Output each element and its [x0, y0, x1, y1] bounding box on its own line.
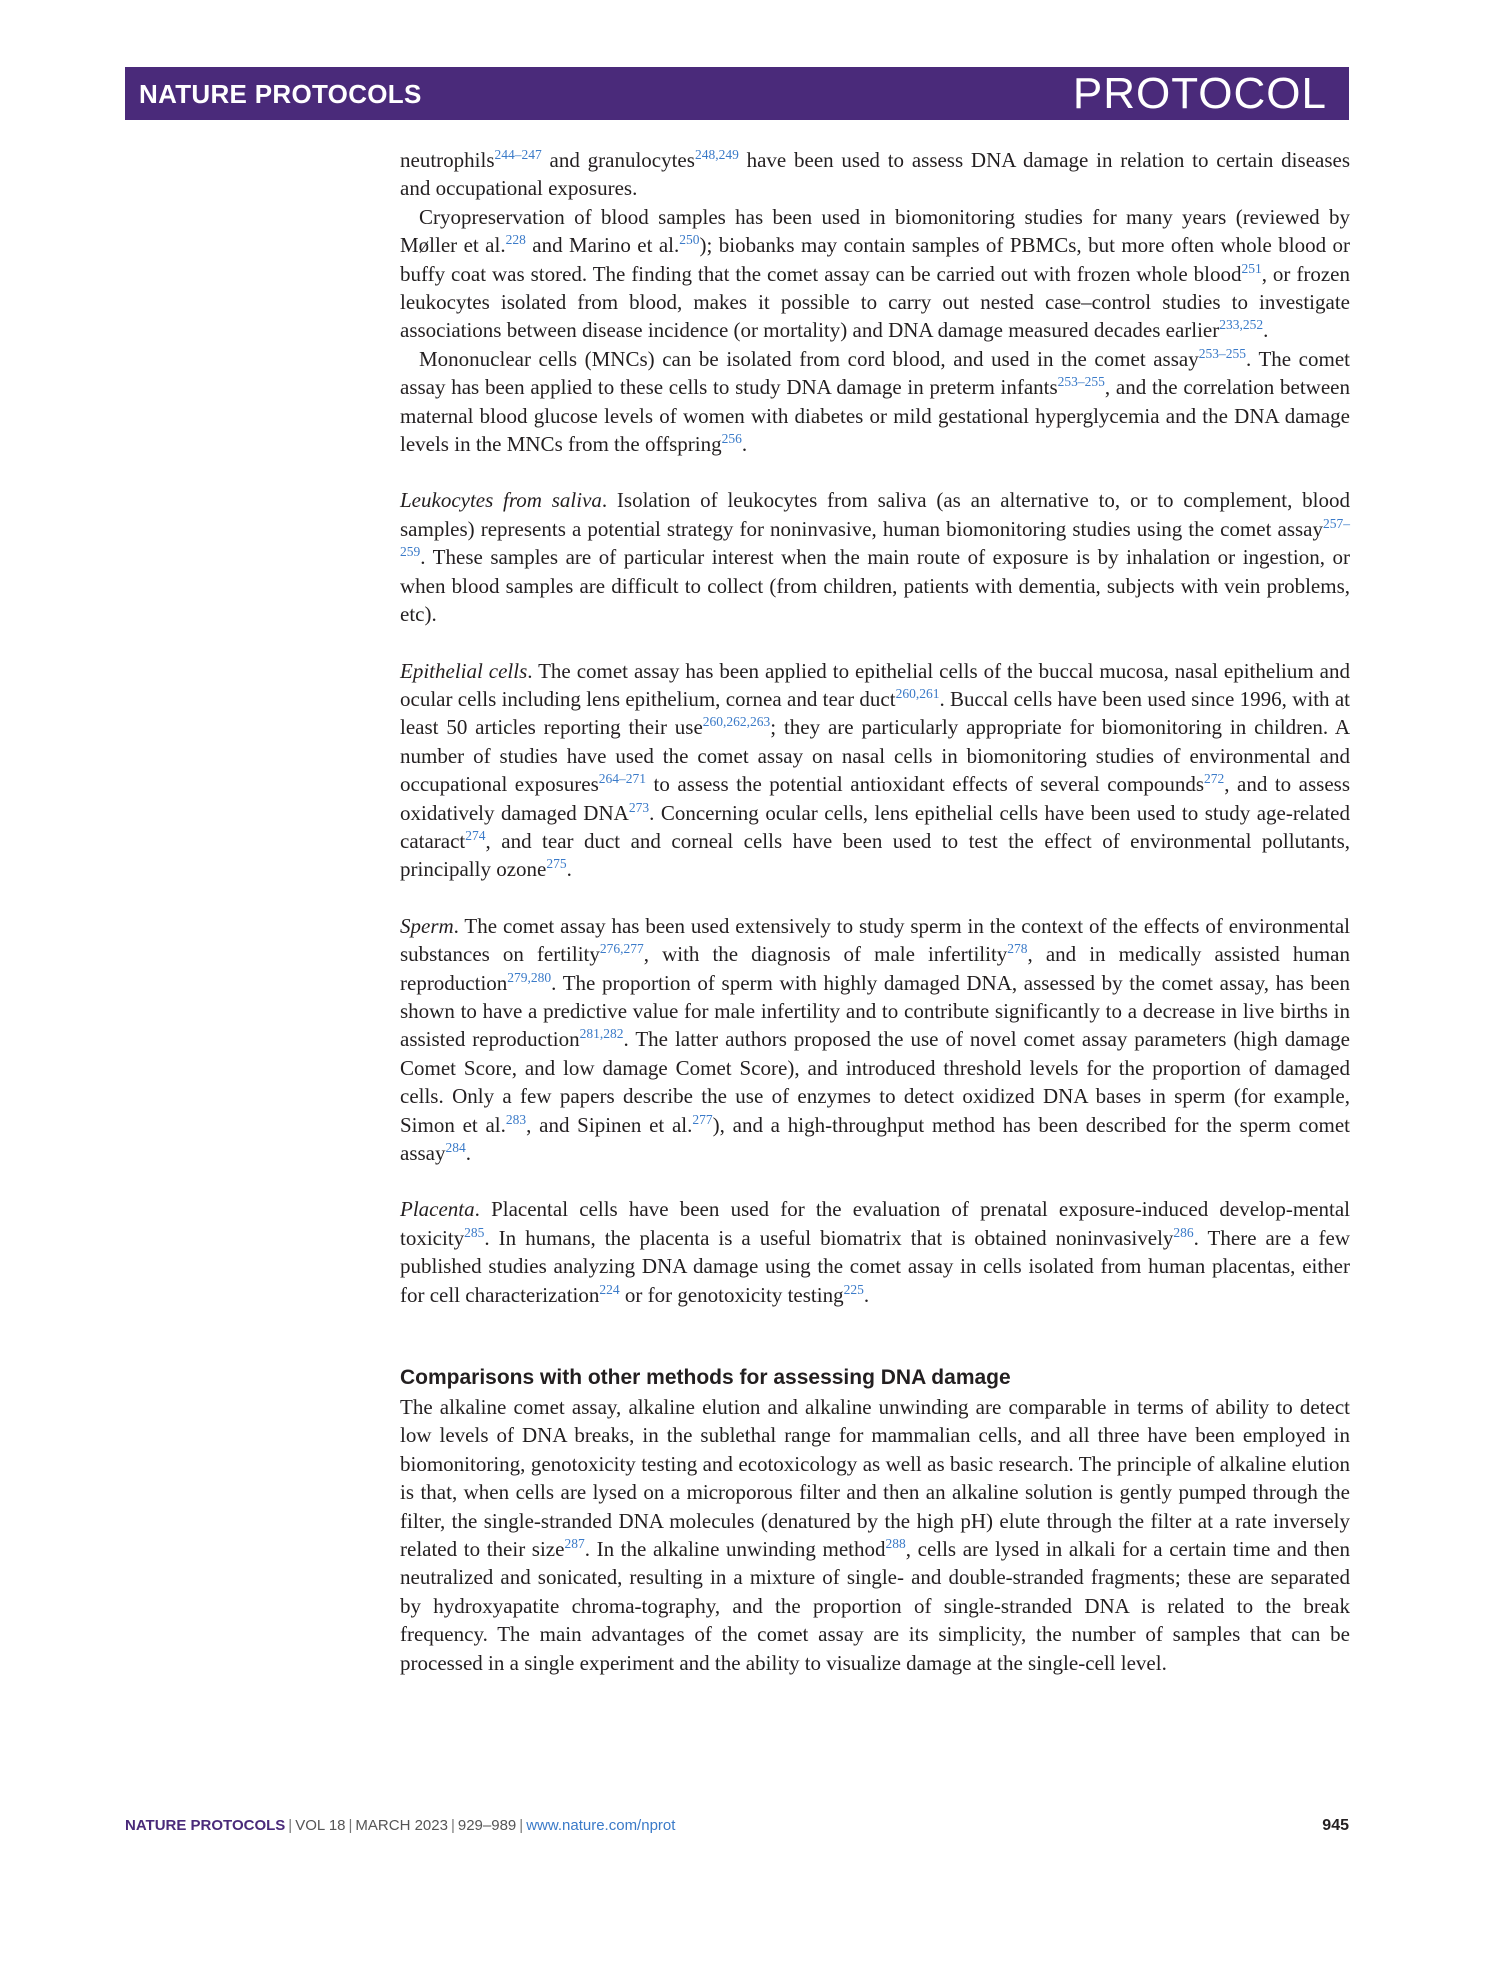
text-run: , cells are lysed in alkali for a certain time and then neutralized and sonicated, resulting in a mixture of single- and double-stranded fragments; these are separated by hydroxyapatite chroma-tography, and the proportion of single-stranded DNA is related to the break frequency. The main advantages of the comet assay are its simplicity, the number of samples that can be processed in a single experiment and the ability to visualize damage at the single-cell level.: [400, 1537, 1350, 1675]
text-run: have been used to assess DNA damage in relation to certain diseases and occupational exposures.: [400, 148, 1350, 201]
text-run: and granulocytes: [541, 148, 695, 172]
reference-citation-link[interactable]: 274: [465, 827, 486, 843]
reference-citation-link[interactable]: 260,262,263: [702, 714, 771, 730]
reference-citation-link[interactable]: 272: [1204, 771, 1225, 787]
text-run: , or frozen leukocytes isolated from blood, makes it possible to carry out nested case–control studies to investigate associations between disease incidence (or mortality) and DNA damage measured decades earlier: [400, 261, 1350, 343]
text-run: ); biobanks may contain samples of PBMCs, but more often whole blood or buffy coat was stored. The finding that the comet assay can be carried out with frozen whole blood: [400, 233, 1350, 286]
footer-url-link[interactable]: www.nature.com/nprot: [526, 1817, 676, 1834]
reference-citation-link[interactable]: 233,252: [1219, 317, 1264, 333]
text-run: . The comet assay has been applied to epithelial cells of the buccal mucosa, nasal epithelium and ocular cells including lens epithelium, cornea and tear duct: [400, 658, 1350, 711]
reference-citation-link[interactable]: 225: [843, 1281, 864, 1297]
reference-citation-link[interactable]: 248,249: [694, 147, 739, 162]
run-in-heading: Sperm: [400, 913, 454, 938]
body-paragraph: [400, 203, 1350, 345]
text-run: . The latter authors proposed the use of novel comet assay parameters (high damage Comet Score, and low damage Comet Score), and introduced threshold levels for the proportion of damaged cells. Only a few papers describe the use of enzymes to detect oxidized DNA bases in sperm (for example, Simon et al.: [400, 1027, 1351, 1137]
text-run: , and in medically assisted human reproduction: [400, 942, 1350, 995]
subsection-paragraph-sperm: [400, 912, 1350, 1168]
text-run: , with the diagnosis of male infertility: [643, 942, 1008, 967]
section-paragraph-comparisons: [400, 1393, 1350, 1677]
page-number: 945: [1322, 1817, 1349, 1834]
text-run: ), and a high-throughput method has been described for the sperm comet assay: [400, 1112, 1350, 1165]
text-run: . Buccal cells have been used since 1996, with at least 50 articles reporting their use: [400, 686, 1350, 740]
reference-citation-link[interactable]: 285: [464, 1224, 485, 1240]
reference-citation-link[interactable]: 281,282: [579, 1026, 624, 1042]
reference-citation-link[interactable]: 251: [1241, 260, 1262, 276]
subsection-paragraph-placenta: [400, 1195, 1350, 1309]
reference-citation-link[interactable]: 250: [679, 232, 700, 248]
reference-citation-link[interactable]: 276,277: [599, 941, 644, 957]
reference-citation-link[interactable]: 253–255: [1198, 345, 1246, 361]
reference-citation-link[interactable]: 277: [692, 1111, 713, 1127]
text-run: .: [465, 1141, 471, 1165]
body-paragraph: [400, 146, 1350, 203]
article-body: [400, 146, 1350, 1677]
footer-journal: NATURE PROTOCOLS: [125, 1817, 286, 1834]
run-in-heading: Placenta: [400, 1197, 475, 1222]
reference-citation-link[interactable]: 257–259: [400, 515, 1350, 560]
text-run: or for genotoxicity testing: [619, 1282, 844, 1307]
reference-citation-link[interactable]: 260,261: [895, 685, 940, 701]
text-run: The alkaline comet assay, alkaline elution and alkaline unwinding are comparable in terms of ability to detect low levels of DNA breaks, in the sublethal range for mammalian cells, and all three have been employed in biomonitoring, genotoxicity testing and ecotoxicology as well as basic research. The principle of alkaline elution is that, when cells are lysed on a microporous filter and then an alkaline solution is gently pumped through the filter, the single-stranded DNA molecules (denatured by the high pH) elute through the filter at a rate inversely related to their size: [400, 1395, 1350, 1562]
journal-name: NATURE PROTOCOLS: [139, 79, 422, 109]
run-in-heading: Leukocytes from saliva: [400, 488, 602, 513]
footer-volume: VOL 18: [295, 1817, 346, 1834]
reference-citation-link[interactable]: 253–255: [1057, 374, 1105, 390]
reference-citation-link[interactable]: 279,280: [507, 969, 552, 985]
text-run: . There are a few published studies analyzing DNA damage using the comet assay in cells isolated from human placentas, either for cell characterization: [400, 1225, 1350, 1307]
reference-citation-link[interactable]: 228: [505, 232, 526, 248]
reference-citation-link[interactable]: 224: [599, 1281, 620, 1297]
page-footer: NATURE PROTOCOLS | VOL 18 | MARCH 2023 | 929–989 | www.nature.com/nprot 945: [125, 1817, 1349, 1834]
text-run: , and Sipinen et al.: [526, 1112, 693, 1137]
reference-citation-link[interactable]: 287: [564, 1536, 585, 1552]
article-type-label: PROTOCOL: [1072, 69, 1327, 118]
text-run: .: [741, 432, 748, 457]
reference-citation-link[interactable]: 286: [1173, 1224, 1194, 1240]
text-run: . In humans, the placenta is a useful biomatrix that is obtained noninvasively: [484, 1225, 1174, 1250]
reference-citation-link[interactable]: 256: [721, 431, 742, 447]
reference-citation-link[interactable]: 283: [505, 1111, 527, 1127]
reference-citation-link[interactable]: 284: [445, 1140, 466, 1155]
section-heading: Comparisons with other methods for assessing DNA damage: [400, 1366, 1011, 1390]
text-run: to assess the potential antioxidant effects of several compounds: [646, 772, 1205, 797]
text-run: . These samples are of particular interest when the main route of exposure is by inhalation or ingestion, or when blood samples are difficult to collect (from children, patients with dementia, subjects with vein problems, etc).: [400, 545, 1350, 627]
reference-citation-link[interactable]: 244–247: [494, 147, 542, 162]
journal-header-bar: [125, 67, 1349, 120]
footer-date: MARCH 2023: [355, 1817, 448, 1834]
text-run: . Concerning ocular cells, lens epithelial cells have been used to study age-related cataract: [400, 800, 1350, 853]
subsection-paragraph-epithelial-cells: [400, 657, 1350, 884]
footer-pages: 929–989: [457, 1817, 517, 1834]
body-paragraph: [400, 345, 1350, 459]
text-run: . The proportion of sperm with highly damaged DNA, assessed by the comet assay, has been shown to have a predictive value for male infertility and to contribute significantly to a decrease in live births in assisted reproduction: [400, 970, 1350, 1052]
text-run: . The comet assay has been applied to these cells to study DNA damage in preterm infants: [400, 346, 1350, 400]
reference-citation-link[interactable]: 273: [628, 799, 650, 815]
text-run: . Isolation of leukocytes from saliva (as an alternative to, or to complement, blood samples) represents a potential strategy for noninvasive, human biomonitoring studies using the comet assay: [400, 488, 1350, 541]
reference-citation-link[interactable]: 278: [1007, 941, 1028, 957]
text-run: Cryopreservation of blood samples has been used in biomonitoring studies for many years (reviewed by Møller et al.: [400, 204, 1350, 258]
run-in-heading: Epithelial cells: [400, 658, 528, 683]
text-run: neutrophils: [400, 148, 495, 172]
text-run: . In the alkaline unwinding method: [584, 1537, 886, 1562]
text-run: .: [1263, 318, 1269, 343]
reference-citation-link[interactable]: 264–271: [598, 771, 647, 787]
text-run: , and the correlation between maternal blood glucose levels of women with diabetes or mild gestational hyperglycemia and the DNA damage levels in the MNCs from the offspring: [400, 375, 1350, 457]
text-run: . The comet assay has been used extensively to study sperm in the context of the effects of environmental substances on fertility: [400, 913, 1350, 967]
subsection-paragraph-leukocytes-saliva: [400, 486, 1350, 628]
text-run: , and tear duct and corneal cells have been used to test the effect of environmental pollutants, principally ozone: [400, 828, 1350, 882]
text-run: ; they are particularly appropriate for biomonitoring in children. A number of studies have used the comet assay on nasal cells in biomonitoring studies of environmental and occupational exposures: [400, 715, 1350, 797]
text-run: .: [863, 1282, 870, 1307]
text-run: , and to assess oxidatively damaged DNA: [400, 772, 1350, 825]
text-run: . Placental cells have been used for the evaluation of prenatal exposure-induced develop-mental toxicity: [400, 1197, 1350, 1250]
text-run: and Marino et al.: [525, 233, 680, 258]
text-run: Mononuclear cells (MNCs) can be isolated from cord blood, and used in the comet assay: [419, 346, 1199, 371]
reference-citation-link[interactable]: 275: [546, 856, 567, 872]
text-run: .: [566, 857, 572, 882]
reference-citation-link[interactable]: 288: [885, 1536, 906, 1552]
